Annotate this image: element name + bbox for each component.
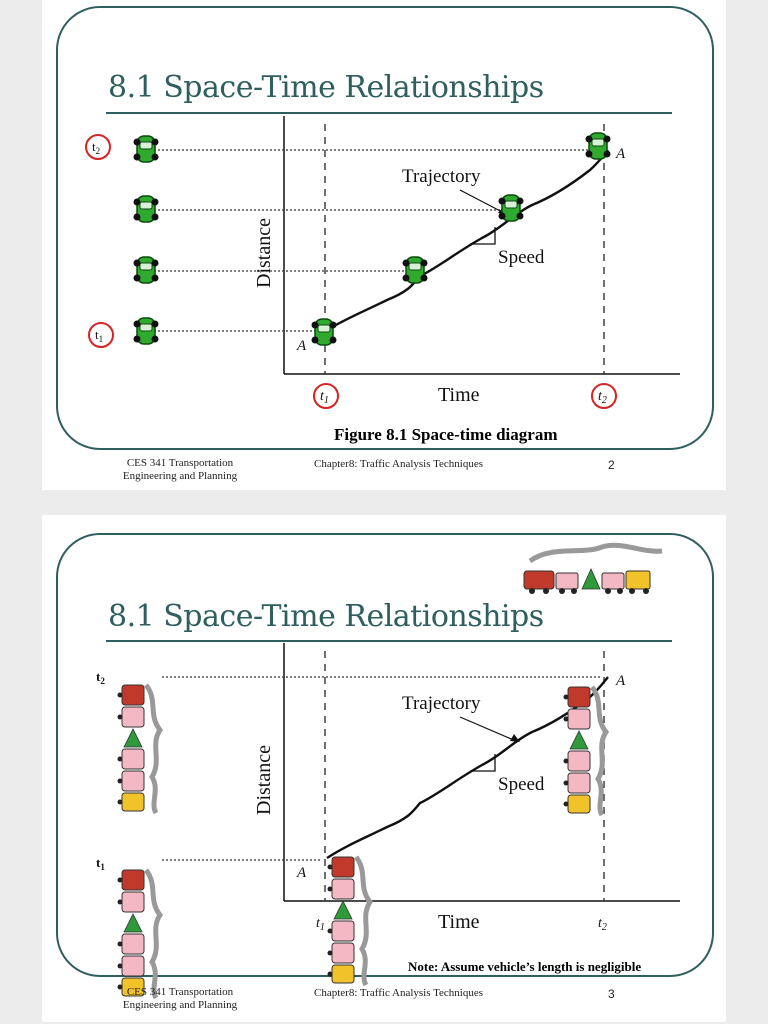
car-icon bbox=[134, 136, 159, 162]
space-time-diagram bbox=[42, 515, 726, 1022]
point-a-start-label: A bbox=[297, 338, 307, 354]
t2-label: $t_2$ bbox=[92, 139, 101, 156]
speed-label: Speed bbox=[498, 247, 545, 268]
footer-chapter: Chapter8: Traffic Analysis Techniques bbox=[314, 987, 484, 999]
note-text: Note: Assume vehicle’s length is negligible bbox=[408, 959, 642, 974]
slide-2 bbox=[42, 0, 726, 490]
figure-caption: Figure 8.1 Space-time diagram bbox=[334, 425, 558, 444]
page-number: 3 bbox=[608, 987, 615, 1001]
footer-course-line2: Engineering and Planning bbox=[122, 999, 238, 1011]
car-icon bbox=[403, 257, 428, 283]
footer-course bbox=[110, 986, 250, 1012]
car-icon bbox=[312, 319, 337, 345]
footer-course-line1: CES 341 Transportation bbox=[126, 457, 234, 469]
x-axis-label: Time bbox=[438, 384, 480, 406]
slide-3 bbox=[42, 515, 726, 1022]
t1-label: $t_1$ bbox=[95, 327, 104, 344]
car-icon bbox=[134, 318, 159, 344]
space-time-diagram bbox=[42, 0, 726, 490]
car-icon bbox=[134, 196, 159, 222]
slide-title: 8.1 Space-Time Relationships bbox=[108, 70, 544, 105]
footer-course bbox=[110, 457, 250, 483]
car-icon bbox=[586, 133, 611, 159]
train-icon bbox=[118, 870, 161, 998]
trajectory-pointer bbox=[460, 717, 516, 741]
speed-label: Speed bbox=[498, 774, 545, 795]
train-icon bbox=[564, 687, 607, 815]
trajectory-label: Trajectory bbox=[402, 166, 481, 187]
slide-title: 8.1 Space-Time Relationships bbox=[108, 599, 544, 634]
page-number: 2 bbox=[608, 458, 615, 472]
trajectory-label: Trajectory bbox=[402, 693, 481, 714]
t2-axis-label: $t_2$ bbox=[598, 389, 607, 406]
train-icon bbox=[524, 545, 662, 594]
t2-label: $t_2$ bbox=[96, 669, 105, 686]
point-a-end-label: A bbox=[616, 146, 626, 162]
train-icon bbox=[328, 857, 371, 985]
point-a-end-label: A bbox=[616, 673, 626, 689]
train-icon bbox=[118, 685, 161, 813]
footer-course-line2: Engineering and Planning bbox=[122, 470, 238, 482]
t2-axis-label: $t_2$ bbox=[598, 916, 607, 933]
t1-axis-label: $t_1$ bbox=[320, 389, 329, 406]
point-a-start-label: A bbox=[297, 865, 307, 881]
car-icon bbox=[499, 195, 524, 221]
y-axis-label: Distance bbox=[253, 218, 275, 288]
t1-label: $t_1$ bbox=[96, 855, 105, 872]
footer-course-line1: CES 341 Transportation bbox=[126, 986, 234, 998]
t1-axis-label: $t_1$ bbox=[316, 916, 325, 933]
y-axis-label: Distance bbox=[253, 745, 275, 815]
car-icon bbox=[134, 257, 159, 283]
x-axis-label: Time bbox=[438, 911, 480, 933]
footer-chapter: Chapter8: Traffic Analysis Techniques bbox=[314, 458, 484, 470]
